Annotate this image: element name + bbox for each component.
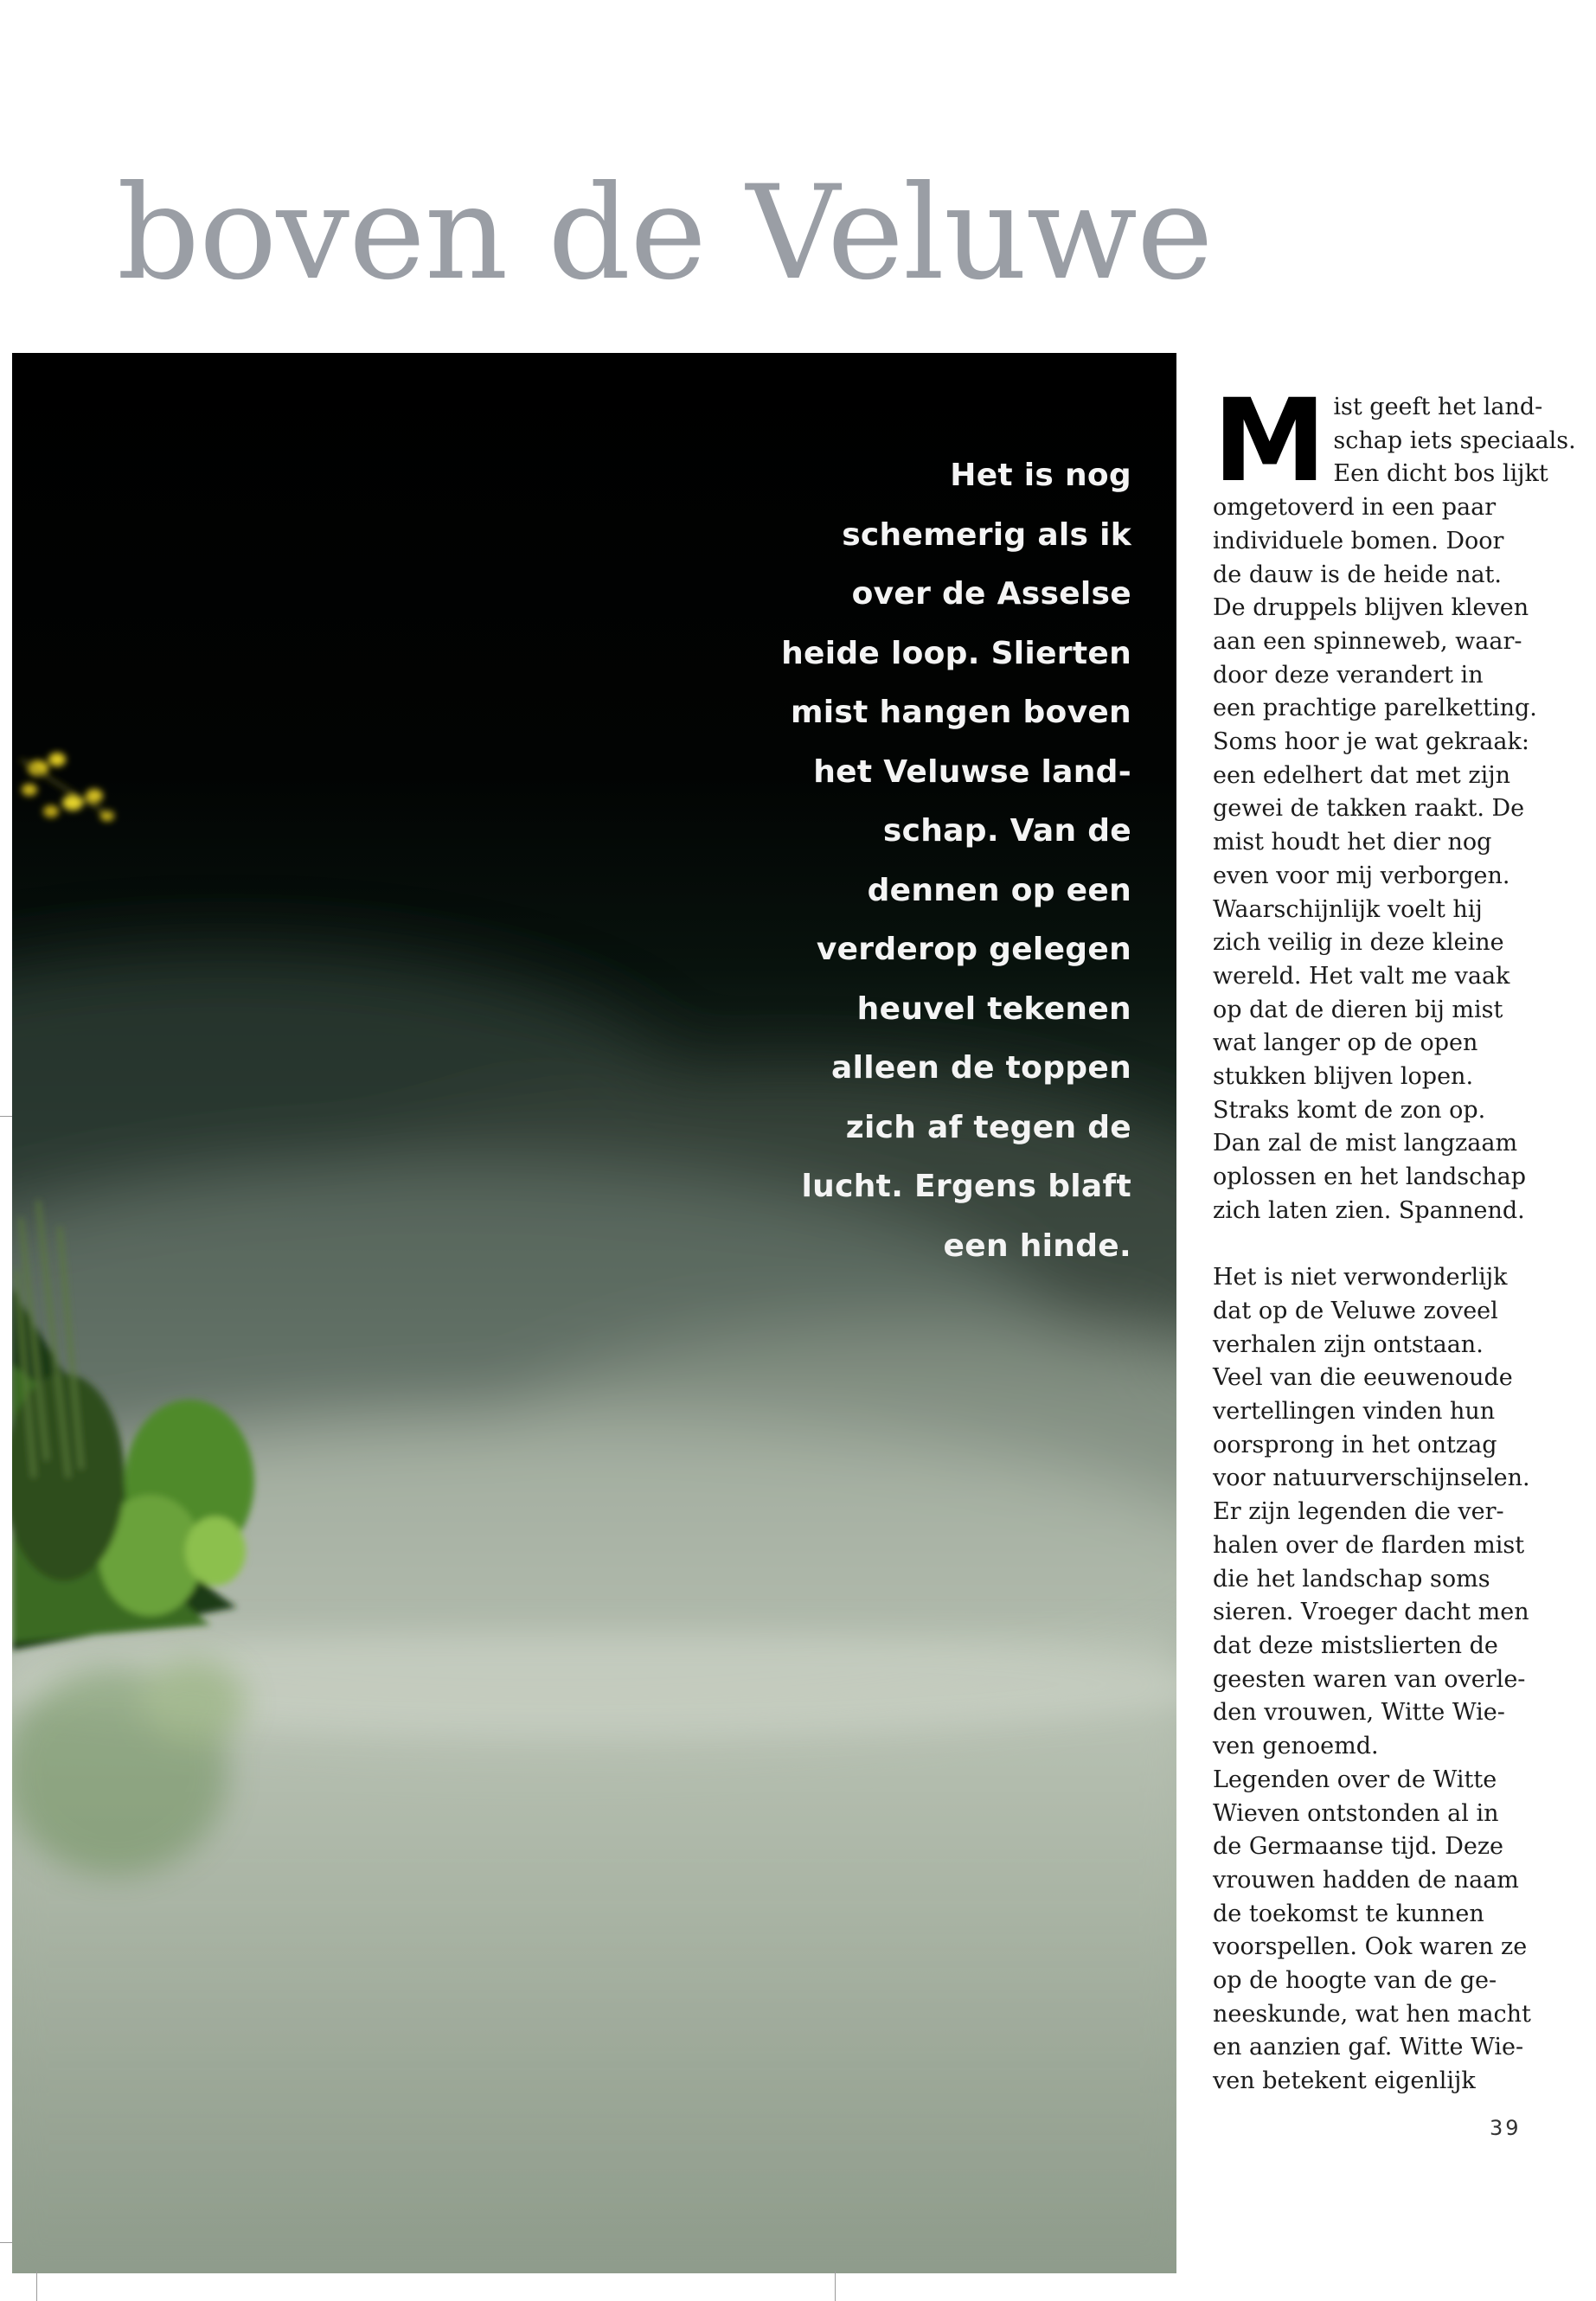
crop-mark [0,2242,12,2243]
text-line: en aanzien gaf. Witte Wie- [1213,2034,1524,2061]
text-line: de Germaanse tijd. Deze [1213,1833,1504,1861]
text-line: een prachtige parelketting. [1213,695,1537,722]
caption-line: lucht. Ergens blaft [801,1169,1131,1204]
text-line: den vrouwen, Witte Wie- [1213,1699,1505,1727]
caption-line: verderop gelegen [816,932,1131,967]
text-line: ven genoemd. [1213,1733,1379,1760]
page-headline: boven de Veluwe [117,158,1213,309]
text-line: ven betekent eigenlijk [1213,2067,1476,2095]
text-line: op de hoogte van de ge- [1213,1967,1497,1995]
caption-line: alleen de toppen [830,1050,1131,1086]
page-number: 39 [1490,2116,1522,2140]
crop-mark [36,2271,37,2301]
text-line: Waarschijnlijk voelt hij [1213,895,1483,923]
text-line: wat langer op de open [1213,1029,1478,1057]
text-line: stukken blijven lopen. [1213,1063,1474,1091]
text-line: individuele bomen. Door [1213,527,1504,554]
text-line: neeskunde, wat hen macht [1213,2000,1531,2028]
text-line: omgetoverd in een paar [1213,494,1497,522]
crop-mark [0,1116,12,1117]
text-line: vertellingen vinden hun [1213,1398,1496,1426]
text-line: Straks komt de zon op. [1213,1096,1486,1124]
text-line: halen over de flarden mist [1213,1531,1525,1559]
caption-line: Het is nog [950,458,1131,493]
text-line: oorsprong in het ontzag [1213,1431,1497,1458]
text-line: Veel van die eeuwenoude [1213,1364,1513,1392]
article-paragraph-1 [1213,375,1576,1228]
text-line: verhalen zijn ontstaan. [1213,1330,1484,1358]
text-line: een edelhert dat met zijn [1213,761,1510,789]
text-line: schap iets speciaals. [1333,426,1576,454]
crop-mark [835,2271,836,2301]
caption-line: een hinde. [943,1227,1131,1264]
text-line: zich laten zien. Spannend. [1213,1196,1525,1224]
caption-line: dennen op een [867,872,1131,908]
text-line: de dauw is de heide nat. [1213,561,1502,588]
text-line: dat deze mistslierten de [1213,1632,1498,1659]
yellow-flowers [21,753,114,821]
text-line: wereld. Het valt me vaak [1213,962,1510,990]
text-line: Het is niet verwonderlijk [1213,1264,1508,1292]
caption-line: heuvel tekenen [856,990,1131,1027]
caption-line: schemerig als ik [842,516,1131,553]
caption-line: zich af tegen de [845,1109,1131,1145]
text-line: ist geeft het land- [1333,394,1543,420]
article-paragraph-2 [1213,1261,1559,2099]
misty-heath-photo [12,353,1176,2273]
text-line: de toekomst te kunnen [1213,1900,1484,1927]
text-line: voorspellen. Ook waren ze [1213,1933,1528,1961]
text-line: die het landschap soms [1213,1565,1490,1593]
text-line: mist houdt het dier nog [1213,829,1492,856]
text-line: De druppels blijven kleven [1213,594,1529,622]
text-line: zich veilig in deze kleine [1213,929,1504,957]
text-line: Dan zal de mist langzaam [1213,1130,1518,1157]
text-line: dat op de Veluwe zoveel [1213,1297,1498,1324]
caption-line: schap. Van de [882,813,1131,849]
text-line: gewei de takken raakt. De [1213,795,1525,823]
text-line: op dat de dieren bij mist [1213,996,1503,1023]
drop-cap: M [1213,375,1327,508]
caption-line: het Veluwse land- [813,753,1131,790]
text-line: oplossen en het landschap [1213,1163,1526,1191]
text-line: sieren. Vroeger dacht men [1213,1599,1529,1626]
text-line: Soms hoor je wat gekraak: [1213,728,1529,756]
text-line: Legenden over de Witte [1213,1766,1497,1793]
article-body [1213,375,1576,2099]
caption-line: mist hangen boven [790,695,1131,730]
caption-line: heide loop. Slierten [781,635,1131,671]
text-line: vrouwen hadden de naam [1213,1866,1519,1894]
text-line: Een dicht bos lijkt [1333,460,1548,488]
text-line: even voor mij verborgen. [1213,862,1510,889]
text-line: voor natuurverschijnselen. [1213,1465,1530,1492]
text-line: geesten waren van overle- [1213,1665,1526,1693]
text-line: Er zijn legenden die ver- [1213,1498,1504,1526]
caption-line: over de Asselse [851,576,1131,612]
photo-caption-quote [760,446,1131,1276]
text-line: Wieven ontstonden al in [1213,1799,1499,1827]
text-line: aan een spinneweb, waar- [1213,627,1522,655]
text-line: door deze verandert in [1213,661,1484,689]
